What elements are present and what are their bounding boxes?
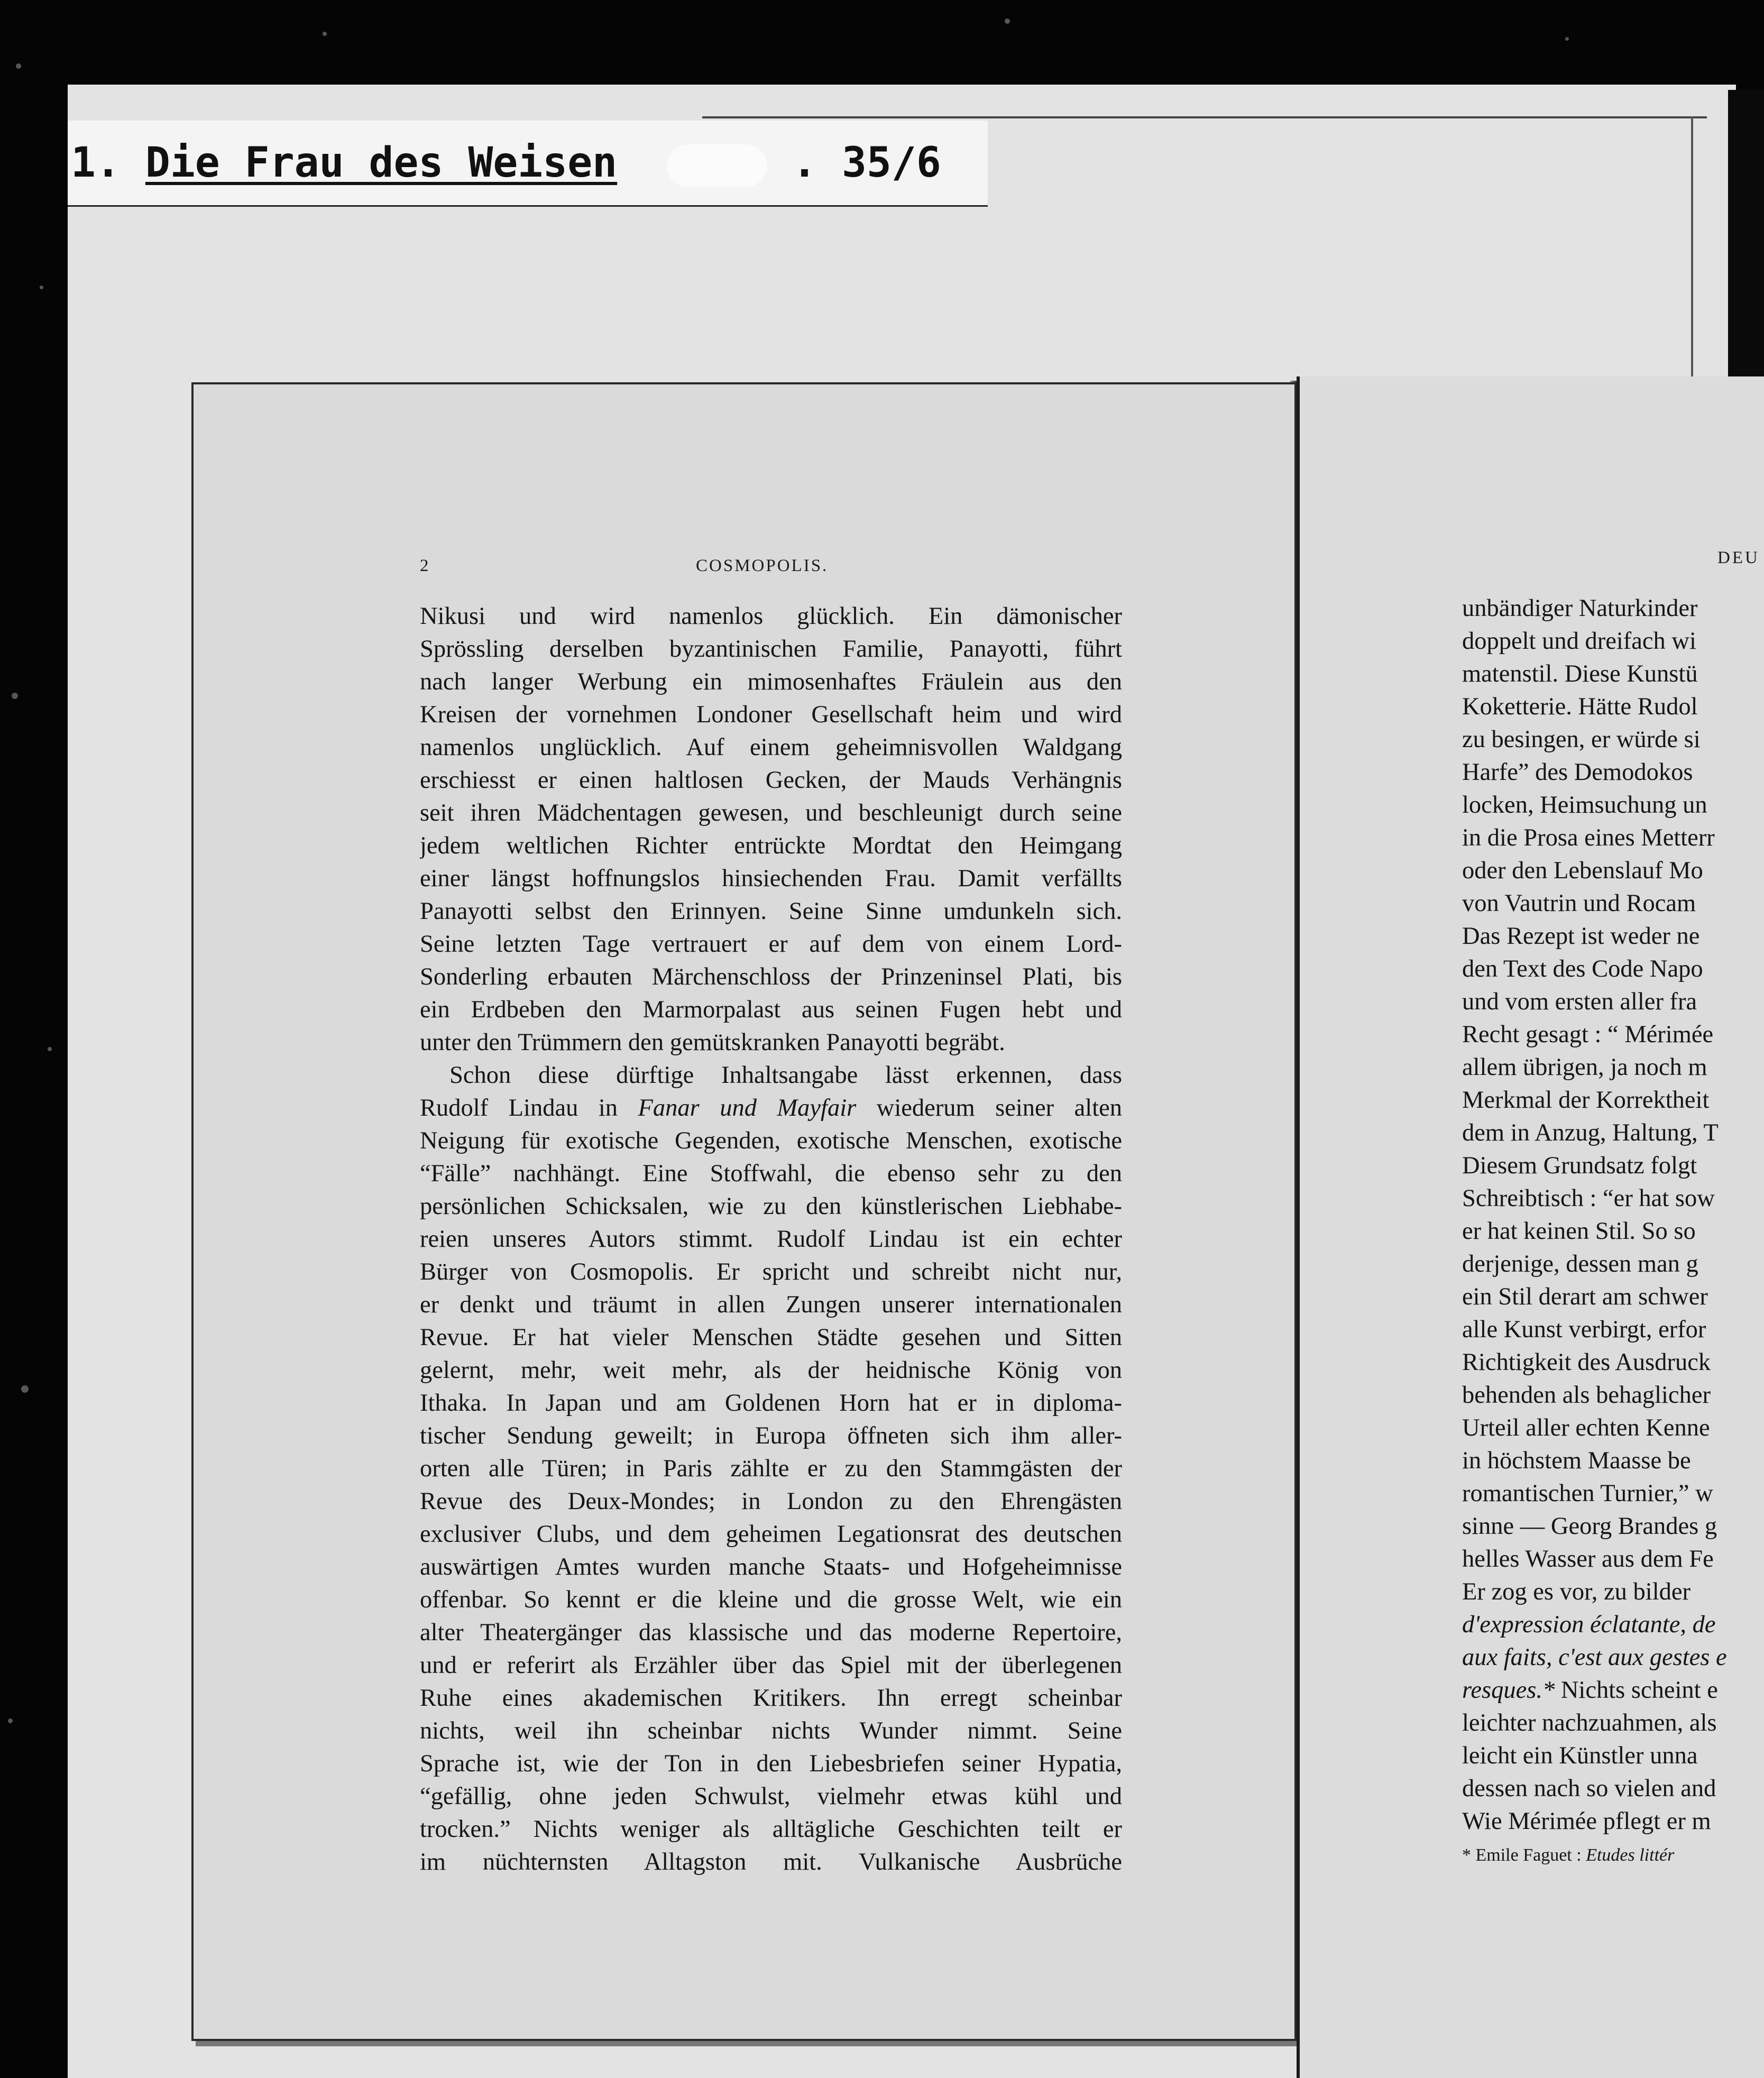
text-line: dem in Anzug, Haltung, T — [1462, 1119, 1719, 1146]
right-column-text — [1462, 592, 1764, 1869]
text-line: trocken.” Nichts weniger als alltägliche Geschichten teilt er — [420, 1816, 1122, 1843]
catalogue-label-text — [68, 136, 988, 189]
text-line: unbändiger Naturkinder — [1462, 595, 1698, 622]
running-head-right: DEU — [1717, 548, 1760, 567]
text-line: doppelt und dreifach wi — [1462, 628, 1696, 655]
footnote — [1462, 1842, 1764, 1869]
text-line: in die Prosa eines Metterr — [1462, 824, 1715, 851]
text-line: seit ihren Mädchentagen gewesen, und beschleunigt durch seine — [420, 799, 1122, 826]
text-line: derjenige, dessen man g — [1462, 1251, 1698, 1277]
text-line: offenbar. So kennt er die kleine und die grosse Welt, wie ein — [420, 1586, 1122, 1613]
left-page — [191, 382, 1297, 2041]
text-line: Kreisen der vornehmen Londoner Gesellschaft heim und wird — [420, 701, 1122, 728]
catalogue-label — [68, 121, 988, 207]
italic-text: aux faits, c'est aux gestes e — [1462, 1644, 1727, 1671]
text-line: tischer Sendung geweilt; in Europa öffneten sich ihm aller- — [420, 1422, 1122, 1449]
text-line: im nüchternsten Alltagston mit. Vulkanische Ausbrüche — [420, 1849, 1122, 1875]
label-fragment: . — [792, 139, 817, 187]
text-line: Sonderling erbauten Märchenschloss der Prinzeninsel Plati, bis — [420, 963, 1122, 990]
text-line: ein Stil derart am schwer — [1462, 1283, 1708, 1310]
text-line: ein Erdbeben den Marmorpalast aus seinen Fugen hebt und — [420, 996, 1122, 1023]
left-column-text — [420, 600, 1122, 1879]
text-line: Seine letzten Tage vertrauert er auf dem von einem Lord- — [420, 931, 1122, 958]
text-line: er denkt und träumt in allen Zungen unserer internationalen — [420, 1291, 1122, 1318]
text-line: in höchstem Maasse be — [1462, 1447, 1691, 1474]
text-line: Urteil aller echten Kenne — [1462, 1414, 1710, 1441]
text-line: nichts, weil ihn scheinbar nichts Wunder nimmt. Seine — [420, 1717, 1122, 1744]
text-line: Recht gesagt : “ Mérimée — [1462, 1021, 1714, 1048]
text-line: Panayotti selbst den Erinnyen. Seine Sinne umdunkeln sich. — [420, 898, 1122, 925]
text-line: reien unseres Autors stimmt. Rudolf Lindau ist ein echter — [420, 1226, 1122, 1253]
text-line: oder den Lebenslauf Mo — [1462, 857, 1703, 884]
text-line: exclusiver Clubs, und dem geheimen Legationsrat des deutschen — [420, 1521, 1122, 1548]
page-number: 2 — [420, 556, 430, 575]
running-head: COSMOPOLIS. — [696, 556, 829, 575]
right-page — [1297, 376, 1764, 2078]
label-number: 1. — [71, 139, 121, 187]
italic-text: resques.* — [1462, 1677, 1555, 1704]
text-line: alle Kunst verbirgt, erfor — [1462, 1316, 1706, 1343]
italic-text: d'expression éclatante, de — [1462, 1611, 1716, 1638]
text-line: Harfe” des Demodokos — [1462, 759, 1693, 786]
dust-speck — [323, 32, 327, 36]
dust-speck — [40, 286, 43, 289]
text-line-with-title — [420, 1092, 1122, 1125]
redaction-blot — [667, 144, 767, 187]
text-line: locken, Heimsuchung un — [1462, 792, 1707, 819]
text-line: Revue. Er hat vieler Menschen Städte gesehen und Sitten — [420, 1324, 1122, 1351]
text-line: von Vautrin und Rocam — [1462, 890, 1696, 917]
text-line: Er zog es vor, zu bilder — [1462, 1578, 1691, 1605]
italic-line — [1462, 1641, 1764, 1674]
text-line: er hat keinen Stil. So so — [1462, 1218, 1696, 1245]
text-line: matenstil. Diese Kunstü — [1462, 660, 1698, 687]
footnote-title: Etudes littér — [1586, 1845, 1675, 1865]
card-rule-vertical — [1691, 116, 1693, 391]
text-span: wiederum seiner alten — [876, 1095, 1122, 1121]
text-line: dessen nach so vielen and — [1462, 1775, 1716, 1802]
text-line: namenlos unglücklich. Auf einem geheimnisvollen Waldgang — [420, 734, 1122, 761]
text-line: Nikusi und wird namenlos glücklich. Ein dämonischer — [420, 603, 1122, 630]
text-line: und vom ersten aller fra — [1462, 988, 1697, 1015]
text-line: erschiesst er einen haltlosen Gecken, der Mauds Verhängnis — [420, 767, 1122, 794]
text-line: leicht ein Künstler unna — [1462, 1742, 1698, 1769]
text-line: sinne — Georg Brandes g — [1462, 1513, 1717, 1540]
text-line: den Text des Code Napo — [1462, 955, 1703, 982]
text-line: unter den Trümmern den gemütskranken Panayotti begräbt. — [420, 1029, 1005, 1056]
text-line: romantischen Turnier,” w — [1462, 1480, 1713, 1507]
text-line: Diesem Grundsatz folgt — [1462, 1152, 1697, 1179]
text-line: Wie Mérimée pflegt er m — [1462, 1808, 1711, 1835]
text-line: Neigung für exotische Gegenden, exotische Menschen, exotische — [420, 1127, 1122, 1154]
text-line: Schreibtisch : “er hat sow — [1462, 1185, 1715, 1212]
label-code: 35/6 — [841, 139, 941, 187]
text-line: Revue des Deux-Mondes; in London zu den Ehrengästen — [420, 1488, 1122, 1515]
dust-speck — [8, 1718, 13, 1723]
text-span: Nichts scheint e — [1560, 1677, 1718, 1704]
text-line: Schon diese dürftige Inhaltsangabe lässt erkennen, dass — [449, 1062, 1122, 1089]
text-line: “gefällig, ohne jeden Schwulst, vielmehr etwas kühl und — [420, 1783, 1122, 1810]
text-line: persönlichen Schicksalen, wie zu den künstlerischen Liebhabe- — [420, 1193, 1122, 1220]
text-line: Koketterie. Hätte Rudol — [1462, 693, 1698, 720]
card-rule — [702, 116, 1707, 118]
text-line: gelernt, mehr, weit mehr, als der heidnische König von — [420, 1357, 1122, 1384]
dust-speck — [1565, 37, 1569, 41]
book-title: Fanar und Mayfair — [638, 1095, 857, 1121]
text-line: allem übrigen, ja noch m — [1462, 1054, 1707, 1081]
dust-speck — [48, 1047, 52, 1051]
dust-speck — [21, 1385, 29, 1393]
text-line: jedem weltlichen Richter entrückte Mordtat den Heimgang — [420, 832, 1122, 859]
text-line: Richtigkeit des Ausdruck — [1462, 1349, 1711, 1376]
text-line: Ithaka. In Japan und am Goldenen Horn hat er in diploma- — [420, 1390, 1122, 1417]
italic-line — [1462, 1674, 1764, 1707]
label-title: Die Frau des Weisen — [145, 139, 618, 187]
text-line: alter Theatergänger das klassische und das moderne Repertoire, — [420, 1619, 1122, 1646]
text-line: helles Wasser aus dem Fe — [1462, 1546, 1714, 1573]
text-line: einer längst hoffnungslos hinsiechenden Frau. Damit verfällts — [420, 865, 1122, 892]
dust-speck — [12, 693, 18, 699]
text-line: Merkmal der Korrektheit — [1462, 1087, 1710, 1114]
dust-speck — [16, 63, 21, 69]
text-line: Ruhe eines akademischen Kritikers. Ihn erregt scheinbar — [420, 1685, 1122, 1712]
text-line: und er referirt als Erzähler über das Spiel mit der überlegenen — [420, 1652, 1122, 1679]
italic-line — [1462, 1608, 1764, 1641]
text-line: Bürger von Cosmopolis. Er spricht und schreibt nicht nur, — [420, 1258, 1122, 1285]
footnote-author: * Emile Faguet : — [1462, 1845, 1582, 1865]
text-line: auswärtigen Amtes wurden manche Staats- und Hofgeheimnisse — [420, 1553, 1122, 1580]
text-line: Das Rezept ist weder ne — [1462, 923, 1700, 950]
text-line: Sprössling derselben byzantinischen Familie, Panayotti, führt — [420, 636, 1122, 663]
text-line: Sprache ist, wie der Ton in den Liebesbriefen seiner Hypatia, — [420, 1750, 1122, 1777]
text-line: orten alle Türen; in Paris zählte er zu den Stammgästen der — [420, 1455, 1122, 1482]
text-line: behenden als behaglicher — [1462, 1382, 1711, 1409]
dust-speck — [1005, 19, 1010, 24]
text-line: nach langer Werbung ein mimosenhaftes Fräulein aus den — [420, 668, 1122, 695]
text-line: leichter nachzuahmen, als — [1462, 1709, 1717, 1736]
text-line: zu besingen, er würde si — [1462, 726, 1701, 753]
text-line: “Fälle” nachhängt. Eine Stoffwahl, die ebenso sehr zu den — [420, 1160, 1122, 1187]
text-span: Rudolf Lindau in — [420, 1095, 618, 1121]
